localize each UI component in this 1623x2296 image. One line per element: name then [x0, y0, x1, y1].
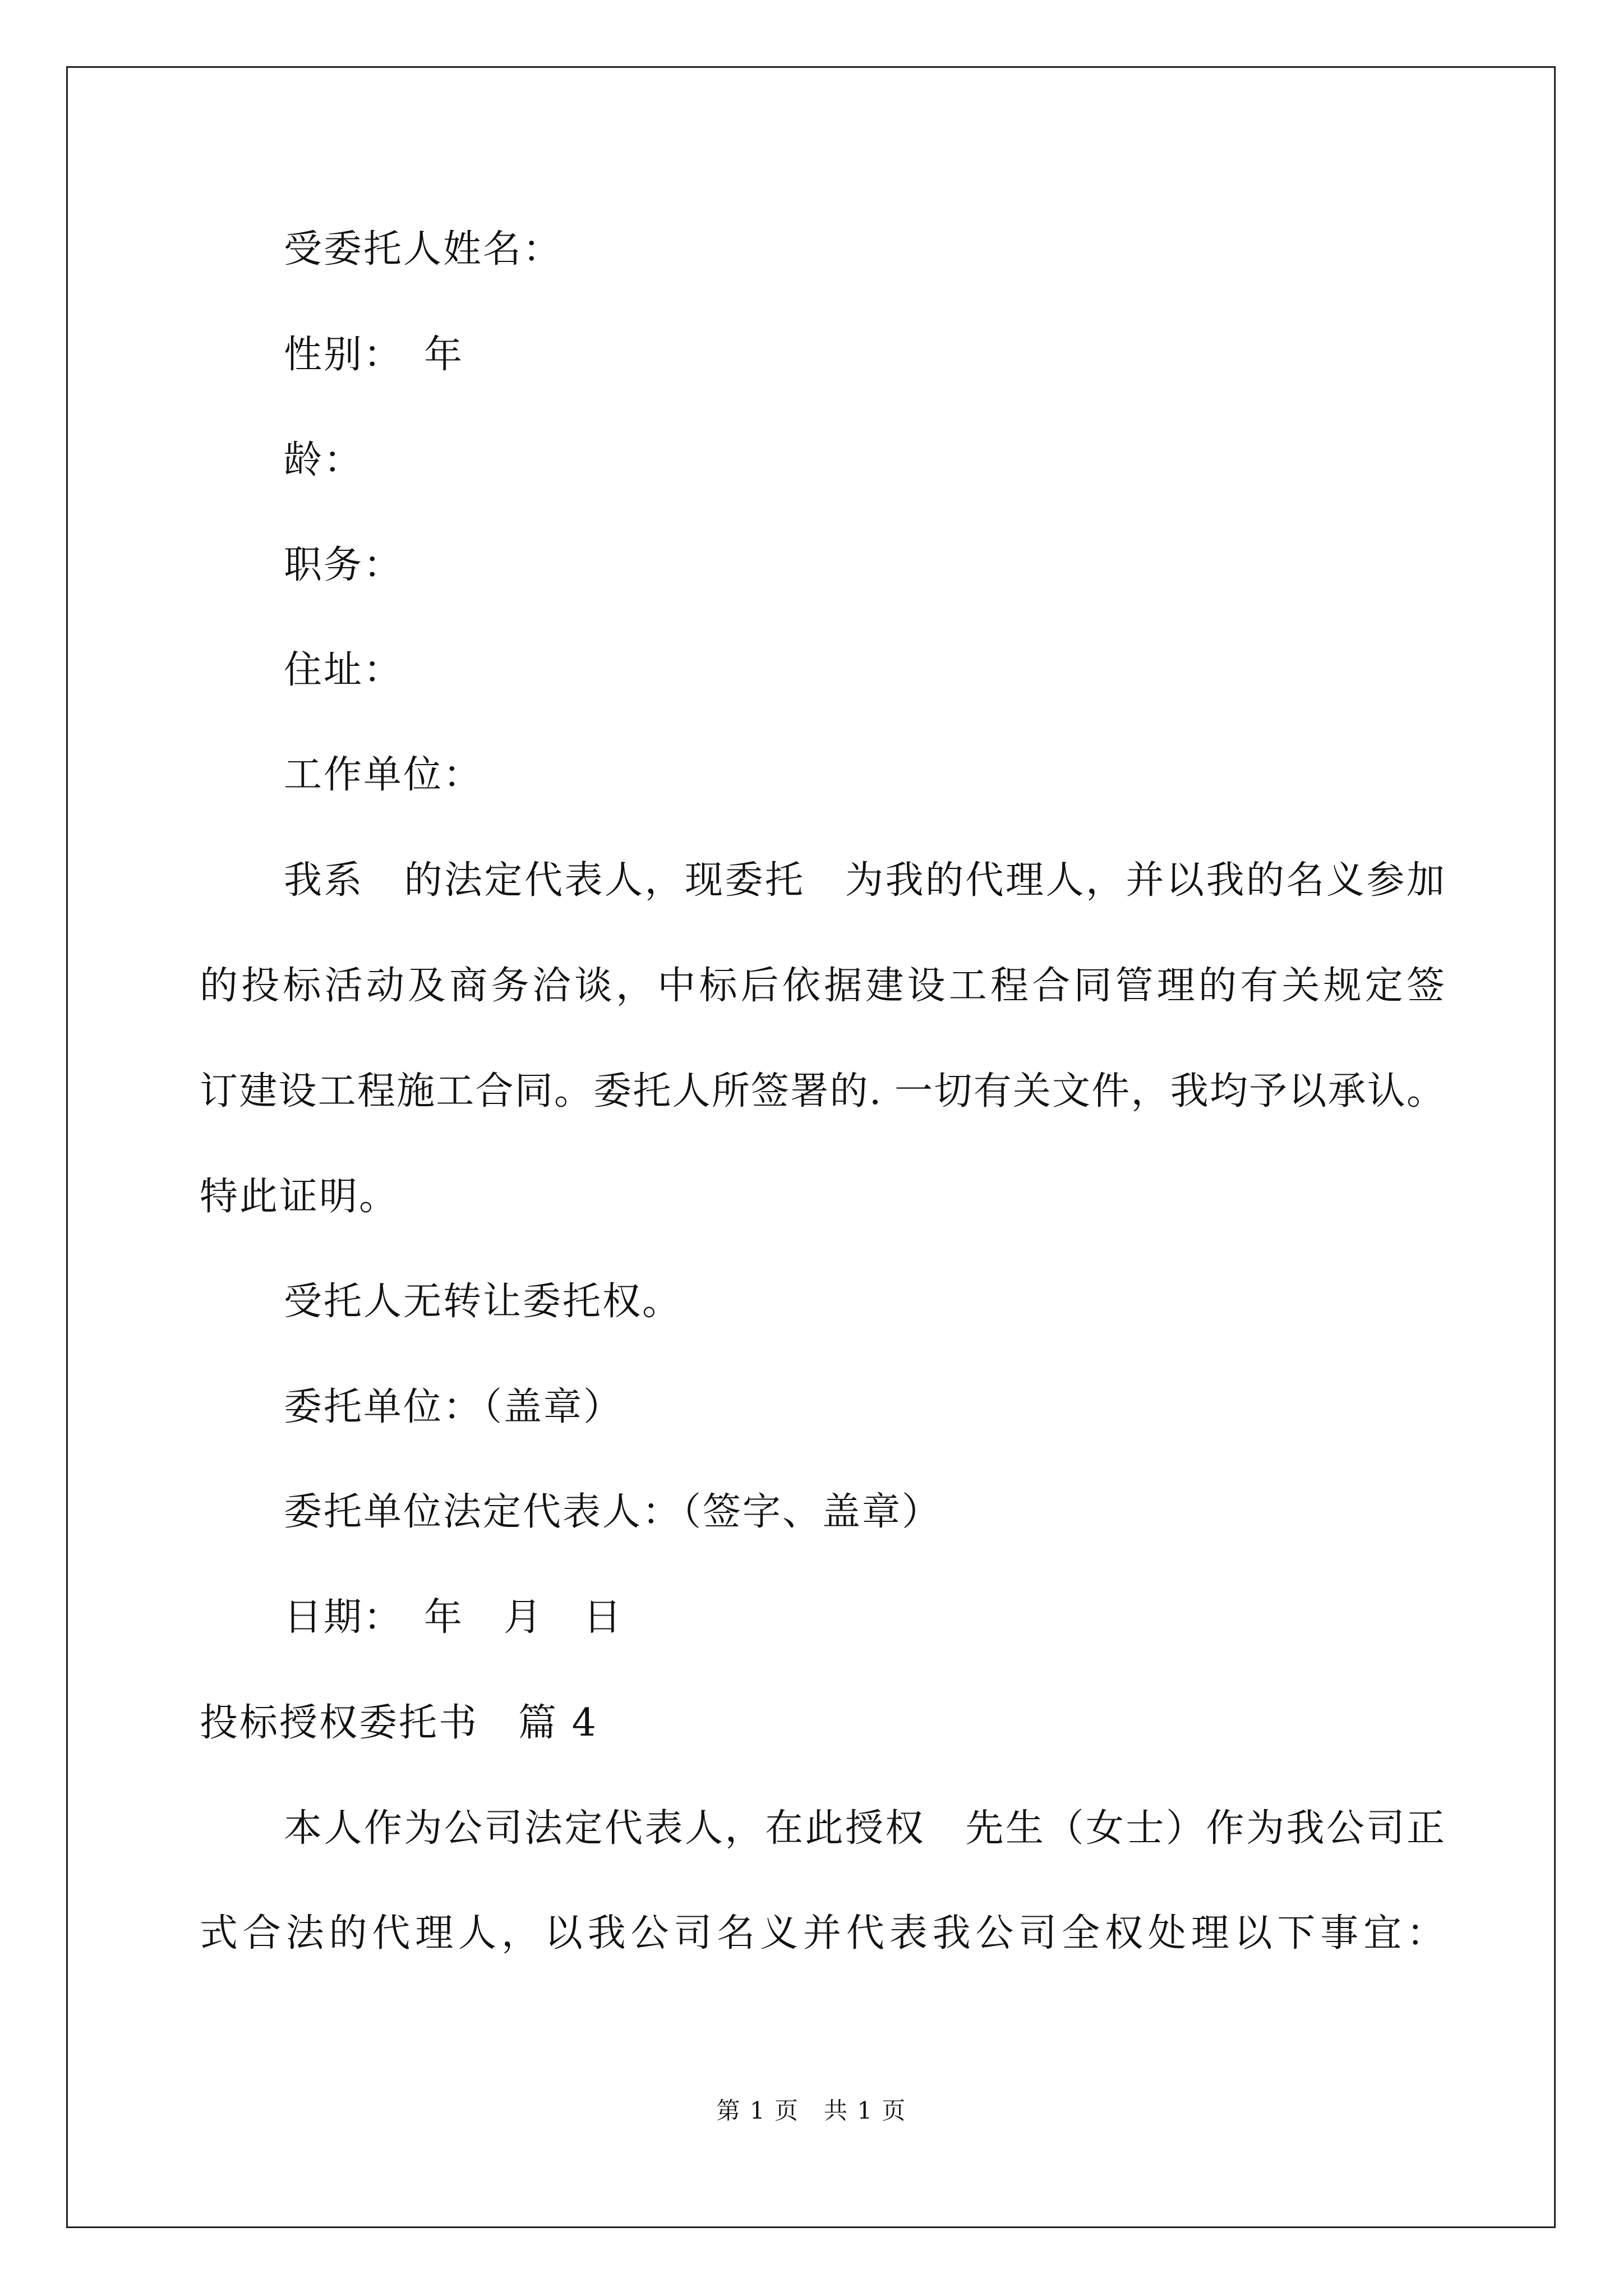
date-field: 日期： 年 月 日	[284, 1595, 624, 1640]
page-border	[66, 66, 1556, 2228]
section-heading: 投标授权委托书 篇 4	[200, 1701, 598, 1745]
body-paragraph-line-1: 我系 的法定代表人，现委托 为我的代理人，并以我的名义参加	[284, 858, 1445, 903]
position-field: 职务：	[284, 543, 404, 587]
body-paragraph-line-2: 的投标活动及商务洽谈，中标后依据建设工程合同管理的有关规定签	[200, 964, 1445, 1008]
trustee-name-field: 受委托人姓名：	[284, 227, 563, 272]
authorization-paragraph-line-2: 式合法的代理人，以我公司名义并代表我公司全权处理以下事宜：	[200, 1911, 1445, 1955]
age-field: 龄：	[284, 438, 364, 482]
page-footer: 第 1 页 共 1 页	[716, 2097, 907, 2124]
address-field: 住址：	[284, 648, 404, 692]
client-legal-rep-field: 委托单位法定代表人：（签字、盖章）	[284, 1490, 942, 1534]
body-paragraph-line-3: 订建设工程施工合同。委托人所签署的. 一切有关文件，我均予以承认。	[200, 1069, 1445, 1114]
authorization-paragraph-line-1: 本人作为公司法定代表人，在此授权 先生（女士）作为我公司正	[284, 1806, 1445, 1851]
gender-year-field: 性别： 年	[284, 333, 464, 377]
body-paragraph-line-4: 特此证明。	[200, 1175, 399, 1219]
workplace-field: 工作单位：	[284, 753, 483, 797]
no-transfer-statement: 受托人无转让委托权。	[284, 1280, 683, 1324]
client-unit-field: 委托单位：（盖章）	[284, 1385, 624, 1429]
